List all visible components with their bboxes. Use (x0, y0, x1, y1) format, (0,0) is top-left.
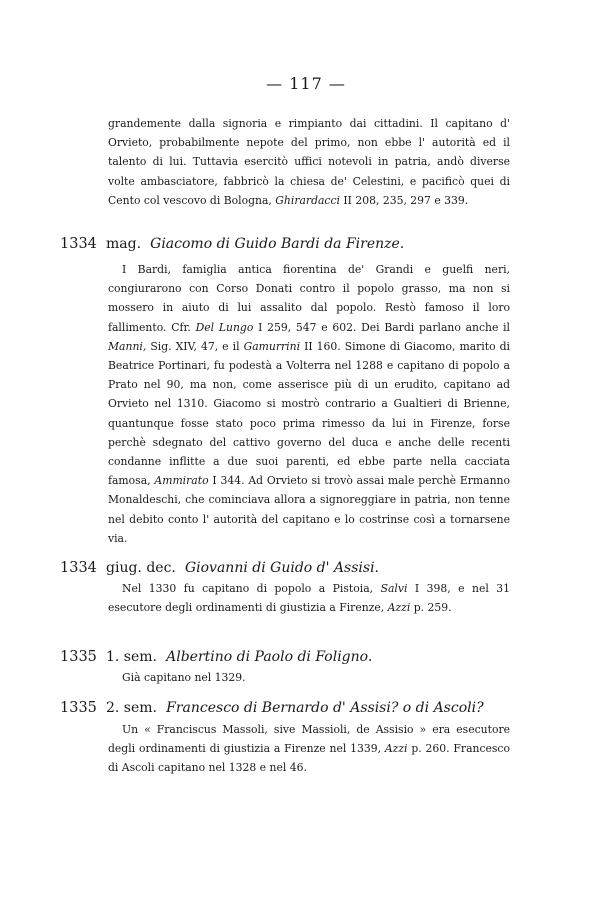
entry-body (108, 720, 510, 778)
entry-body (108, 260, 510, 548)
entry-date: mag. (106, 236, 142, 252)
entry-text: Nel 1330 fu capitano di popolo a Pistoia, (122, 582, 374, 595)
entry-title: Giovanni di Guido d' Assisi. (184, 560, 379, 576)
entry-date: 1. sem. (106, 649, 158, 665)
entry-title: Francesco di Bernardo d' Assisi? o di Ascoli? (166, 700, 484, 716)
intro-paragraph (108, 114, 510, 210)
entry-text: I Bardi, famiglia antica fiorentina de' Grandi e guelfi neri, congiurarono con Corso Donati contro il popolo grasso, ma non si mossero in aiuto di lui assalito dal popolo. Restò famoso il loro fallimento. Cfr. (108, 263, 510, 334)
entry-ref: Del Lungo (195, 320, 254, 334)
entry-year: 1335 (60, 700, 97, 716)
intro-text: grandemente dalla signoria e rimpianto dai cittadini. Il capitano d' Orvieto, probabilmente nepote del primo, non ebbe l' autorità ed il talento di lui. Tuttavia esercitò uffici notevoli in patria, andò diverse volte ambasciatore, fabbricò la chiesa de' Celestini, e pacificò quei di Cento col vescovo di Bologna, (108, 117, 510, 207)
entry-text: I 398, e nel 31 esecutore degli ordinamenti di giustizia a Firenze, (108, 582, 511, 615)
entry-heading (60, 697, 530, 716)
entry-ref: Azzi (384, 742, 408, 756)
entry-heading (60, 557, 530, 576)
intro-ref-pages: II 208, 235, 297 e 339. (343, 193, 469, 207)
entry-date: giug. dec. (106, 560, 176, 576)
entry-body (108, 579, 510, 617)
entry-heading (60, 646, 530, 665)
entry-year: 1335 (60, 649, 97, 665)
entry-text: Sig. XIV, 47, e il (150, 339, 240, 353)
entry-title: Giacomo di Guido Bardi da Firenze. (150, 236, 405, 252)
entry-text: I 344. Ad Orvieto si trovò assai male perchè Ermanno Monaldeschi, che cominciava allora a signoreggiare in patria, non tenne nel debito conto l' autorità del capitano e lo costrinse così a tornarsene via. (108, 474, 510, 545)
entry-text: I 259, 547 e 602. Dei Bardi parlano anche il (258, 320, 511, 334)
entry-title: Albertino di Paolo di Foligno. (166, 649, 373, 665)
entry-ref: Manni, (108, 339, 147, 353)
entry-text: Già capitano nel 1329. (122, 671, 246, 684)
entry-year: 1334 (60, 560, 97, 576)
entry-text: Un « Franciscus Massoli, sive Massioli, de Assisio » era esecutore degli ordinamenti di giustizia a Firenze nel 1339, (108, 723, 510, 756)
entry-heading (60, 233, 530, 252)
entry-ref: Ammirato (154, 474, 209, 488)
entry-ref: Azzi (387, 601, 411, 615)
entry-year: 1334 (60, 236, 97, 252)
entry-text: p. 260. Francesco di Ascoli capitano nel 1328 e nel 46. (108, 742, 510, 775)
entry-text: II 160. Simone di Giacomo, marito di Beatrice Portinari, fu podestà a Volterra nel 1288 e capitano di popolo a Prato nel 90, ma non, come asserisce più di un erudito, capitano ad Orvieto nel 1310. Giacomo si mostrò contrario a Gualtieri di Brienne, quantunque fosse stato poco prima rimesso da lui in Firenze, forse perchè sdegnato del cattivo governo del duca e anche delle recenti condanne inflitte a due suoi parenti, ed ebbe parte nella cacciata famosa, (108, 339, 511, 488)
entry-ref: Gamurrini (243, 339, 301, 353)
page-number: — 117 — (266, 74, 346, 93)
entry-ref: Salvi (380, 582, 408, 595)
entry-date: 2. sem. (106, 700, 158, 716)
entry-body (108, 668, 510, 687)
intro-ref-author: Ghirardacci (275, 193, 340, 207)
entry-text: p. 259. (413, 601, 452, 615)
